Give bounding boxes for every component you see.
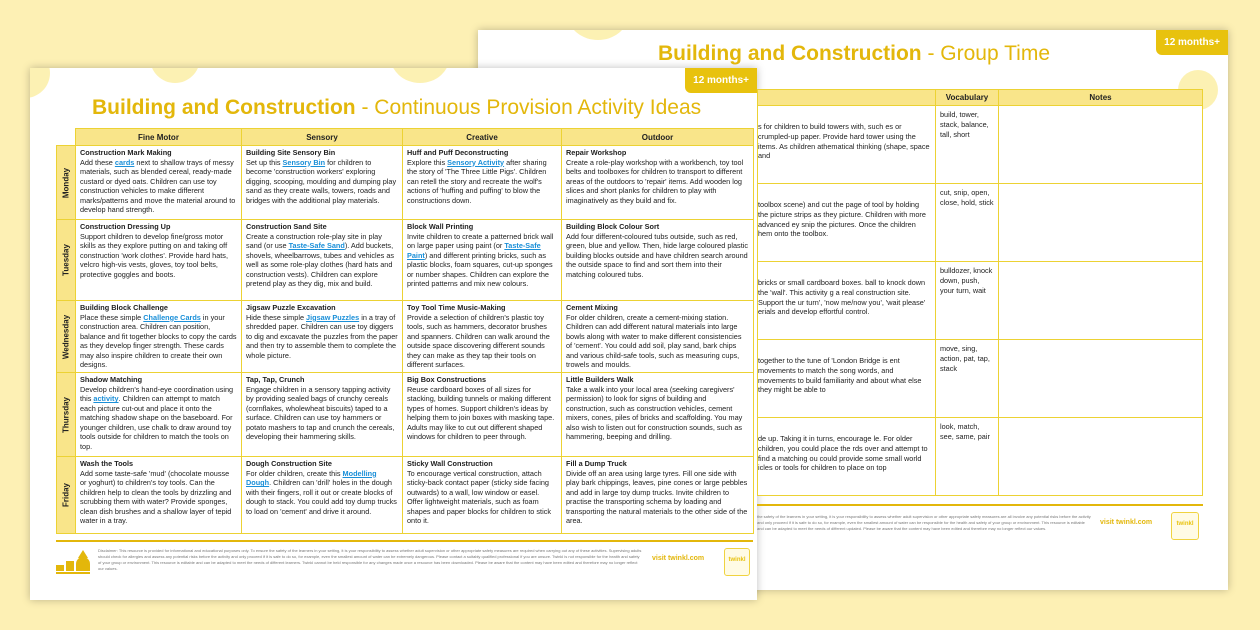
activity-text: Add four different-coloured tubs outside, such as red, green, blue and yellow. Then, hide large coloured plastic building blocks outside and have children search around the outside space to find and sort them into their matching coloured tubs. [566, 231, 749, 279]
notes-cell[interactable] [999, 106, 1202, 183]
activity-text: after sharing the story of 'The Three Little Pigs'. Children can retell the story and recreate the wolf's actions of 'huffing and puffing' to blow the constructions down. [407, 157, 547, 205]
activity-title: Block Wall Printing [407, 222, 474, 231]
resource-link[interactable]: Challenge Cards [143, 312, 201, 322]
activity-text: Add some taste-safe 'mud' (chocolate mousse or yoghurt) to children's toy tools. Can the children help to clean the tools by drizzling and scrubbing them with water? Provide sponges, clean dish brushes and a shallow layer of tepid water in a tray. [80, 468, 232, 526]
table-row [757, 340, 1203, 418]
activity-cell [403, 146, 562, 220]
activity-text: ). Add buckets, shovels, wheelbarrows, tubes and vehicles as well as some role-play clothes (hard hats and construction vests). Children can explore pretend play as they dig, mix and build. [246, 241, 395, 289]
activity-text: Hide these simple [246, 312, 307, 322]
column-header-sensory: Sensory [242, 129, 403, 146]
activity-cell [403, 220, 562, 301]
activity-text: For older children, create this [246, 468, 343, 478]
activity-title: Shadow Matching [80, 375, 143, 384]
age-badge: 12 months+ [685, 68, 757, 93]
page-title: Building and Construction - Continuous Provision Activity Ideas [92, 96, 702, 119]
activity-text: . Children can 'drill' holes in the dough with their fingers, roll it out or create blocks of dough to stack. You could add toy dump trucks to load on 'cement' and drive it around. [246, 478, 397, 516]
table-row-wednesday [57, 301, 754, 373]
table-row [757, 106, 1203, 184]
activity-title: Toy Tool Time Music-Making [407, 303, 506, 312]
activity-text: Invite children to create a patterned brick wall on large paper using paint (or [407, 231, 554, 251]
resource-link[interactable]: Modelling Dough [246, 468, 377, 488]
activity-text: ) and different printing bricks, such as plastic blocks, foam squares, cut-up sponges or number shapes. Children can explore the printed patterns and mix new colours. [407, 250, 553, 289]
activity-text: To encourage vertical construction, attach sticky-back contact paper (sticky side facing outwards) to a wall, low window or easel. Offer lightweight materials, such as foam shapes and paper blocks for children to stick onto it. [407, 468, 551, 526]
notes-cell[interactable] [999, 184, 1202, 261]
vocabulary-text: cut, snip, open, close, hold, stick [936, 184, 999, 261]
twinkl-logo: twinkl [724, 548, 750, 576]
resource-link[interactable]: Sensory Bin [282, 157, 326, 167]
activity-title: Building Block Colour Sort [566, 222, 660, 231]
notes-cell[interactable] [999, 340, 1202, 417]
activity-cell [242, 457, 403, 534]
day-label: Monday [61, 167, 71, 198]
activity-title: Tap, Tap, Crunch [246, 375, 305, 384]
activity-title: Sticky Wall Construction [407, 459, 493, 468]
corner-cell [57, 129, 76, 146]
activity-title: Huff and Puff Deconstructing [407, 148, 509, 157]
column-header-fine-motor: Fine Motor [76, 129, 242, 146]
decorative-circle [150, 68, 200, 83]
resource-link[interactable]: Jigsaw Puzzles [306, 312, 360, 322]
visit-link[interactable]: visit twinkl.com [652, 555, 705, 562]
day-label-cell [57, 373, 76, 457]
day-label: Thursday [61, 396, 71, 433]
activity-title: Repair Workshop [566, 148, 627, 157]
activity-text: For older children, create a cement-mixing station. Children can add different natural materials into large bowls along with water to make different consistencies of 'cement'. You could add soil, play sand, bark chips and various child-safe tools, such as measuring cups, trowels and moulds. [566, 312, 742, 370]
activity-text: toolbox scene) and cut the page of tool by holding the picture strips as they picture. Children with more advanced ey snip the pictures. Once the children hem onto the toolbox. [758, 184, 936, 261]
group-time-table [757, 89, 1203, 496]
activity-text: Take a walk into your local area (seeking caregivers' permission) to look for signs of building and construction, such as construction vehicles, cement mixers, cones, piles of bricks and scaffolding. You may also wish to listen out for construction sounds, such as hammering, beeping and drilling. [566, 384, 743, 442]
age-badge: 12 months+ [1156, 30, 1228, 55]
activity-cell [242, 373, 403, 457]
activity-title: Wash the Tools [80, 459, 134, 468]
activity-cell [403, 457, 562, 534]
activity-title: Construction Sand Site [246, 222, 327, 231]
table-header [757, 89, 1203, 106]
activity-title: Construction Mark Making [80, 148, 172, 157]
activity-text: Set up this [246, 157, 283, 167]
column-header-activity [758, 90, 936, 105]
resource-link[interactable]: Taste-Safe Sand [288, 241, 345, 251]
table-row-friday [57, 457, 754, 534]
activity-text: s for children to build towers with, such es or crumpled-up paper. Provide hard tower using the items. As children athematical thinking (shape, space and [758, 106, 936, 183]
disclaimer: the safety of the learners in your setting, it is your responsibility to assess whether adult supervision or other appropriate safety measures are all involve any potential risks before the activity and only proceed if it is safe to do so, for example, even the smallest amount of water can be responsible for the health and safety of your group or environment. This resource is editable and can be adapted to meet the needs of different updated. Please be aware that the content may have been edited and therefore may no longer reflect our values. [757, 514, 1091, 531]
activity-cell [562, 220, 754, 301]
footer [56, 540, 753, 572]
activity-text: Place these simple [80, 312, 144, 322]
decorative-circle [390, 68, 450, 83]
activity-text: . Children can attempt to match each picture cut-out and place it onto the matching shadow shape on the baseboard. For younger children, use chalk to draw around toy tools outside for children to match the tools on top. [80, 394, 233, 451]
activity-title: Construction Dressing Up [80, 222, 171, 231]
activity-text: in a tray of shredded paper. Children can use toy diggers to dig and excavate the puzzles from the paper and then try to assemble them to complete the whole picture. [246, 312, 398, 360]
day-label-cell [57, 457, 76, 534]
day-label: Tuesday [61, 244, 71, 276]
activity-title: Dough Construction Site [246, 459, 332, 468]
column-header-notes: Notes [1089, 93, 1112, 102]
activity-title: Little Builders Walk [566, 375, 634, 384]
activity-cell [242, 220, 403, 301]
table-row-tuesday [57, 220, 754, 301]
table-row [757, 184, 1203, 262]
activity-cell [562, 146, 754, 220]
activity-title: Cement Mixing [566, 303, 618, 312]
table-row [757, 262, 1203, 340]
disclaimer: Disclaimer: This resource is provided for informational and educational purposes only. To ensure the safety of the learners in your setting, it is your responsibility to assess whether adult supervision or other appropriate safety measures are required when carrying out any of these activities. Supervising adults should check for allergies and assess any potential risks before the activity and only proceed if it is safe to do so, for example, even the smallest amount of water can be extremely dangerous. Please contact a suitably qualified professional if you are unsure. Twinkl is not responsible for the health and safety of your group or environment. This resource is editable and can be adapted to meet the needs of different learners. Twinkl cannot be held responsible for any changes made once a resource has been downloaded. Please be aware that the content may have been edited and therefore may no longer reflect our values. [98, 548, 642, 571]
activity-cell [242, 301, 403, 373]
page-title: Building and Construction - Group Time [658, 42, 1051, 65]
activity-text: in your construction area. Children can position, balance and fit together blocks to copy the cards as they develop finger strength. These cards may also inspire children to create their own designs. [80, 312, 237, 370]
activity-cell [403, 301, 562, 373]
vocabulary-text: build, tower, stack, balance, tall, short [936, 106, 999, 183]
decorative-circle [30, 68, 50, 98]
day-label-cell [57, 220, 76, 301]
activity-cell [562, 373, 754, 457]
day-label: Wednesday [61, 314, 71, 359]
activity-cell [562, 457, 754, 534]
activity-title: Building Site Sensory Bin [246, 148, 336, 157]
activity-cell [76, 220, 242, 301]
continuous-provision-document [30, 68, 757, 600]
notes-cell[interactable] [999, 418, 1202, 495]
activity-text: together to the tune of 'London Bridge is ent movements to match the song words, and movements to build familiarity and about what else they might be able to [758, 340, 936, 417]
activity-text: Divide off an area using large tyres. Fill one side with play bark chippings, leaves, pine cones or large pebbles and add in large toy dump trucks. Invite children to practise the transporting schema by loading and transporting the natural materials to the other side of the area. [566, 468, 748, 526]
visit-link[interactable]: visit twinkl.com [1100, 519, 1153, 526]
notes-cell[interactable] [999, 262, 1202, 339]
activity-text: Create a role-play workshop with a workbench, toy tool belts and toolboxes for children to transport to different areas of the outdoors to 'repair' items. Add wooden log slices and short planks for children to play with imaginatively as they build and fix. [566, 157, 744, 205]
activity-cell [76, 301, 242, 373]
day-label: Friday [61, 482, 71, 508]
activity-text: bricks or small cardboard boxes. ball to knock down the 'wall'. This activity g a real construction site. Support the ur turn', 'now me/now you', 'wait please' erials and develop effortful control. [758, 262, 936, 339]
resource-link[interactable]: cards [114, 157, 135, 167]
activity-table [56, 128, 754, 534]
activity-text: Engage children in a sensory tapping activity by providing sealed bags of crunchy cereals (cornflakes, wholewheat biscuits) taped to a surface. Children can use toy hammers or potato mashers to tap and crunch the cereals, developing their hammering skills. [246, 384, 395, 442]
twinkl-logo: twinkl [1171, 512, 1199, 540]
day-label-cell [57, 146, 76, 220]
decorative-circle [568, 30, 628, 40]
activity-cell [76, 373, 242, 457]
activity-cell [242, 146, 403, 220]
activity-text: de up. Taking it in turns, encourage le. For older children, you could place the rds over and attempt to find a matching ou could provide some small world icles or tools for children to place on top [758, 418, 936, 495]
column-header-vocabulary: Vocabulary [936, 90, 999, 105]
activity-text: Create a construction role-play site in play sand (or use [246, 231, 382, 251]
activity-text: Develop children's hand-eye coordination using this [80, 384, 234, 404]
day-label-cell [57, 301, 76, 373]
column-header-creative: Creative [403, 129, 562, 146]
activity-title: Big Box Constructions [407, 375, 487, 384]
vocabulary-text: move, sing, action, pat, tap, stack [936, 340, 999, 417]
activity-title: Jigsaw Puzzle Excavation [246, 303, 336, 312]
resource-link[interactable]: activity [93, 394, 119, 404]
activity-title: Building Block Challenge [80, 303, 168, 312]
vocabulary-text: bulldozer, knock down, push, your turn, wait [936, 262, 999, 339]
activity-cell [403, 373, 562, 457]
table-row [757, 418, 1203, 496]
activity-cell [562, 301, 754, 373]
table-row-thursday [57, 373, 754, 457]
footer [757, 504, 1203, 532]
column-header-outdoor: Outdoor [562, 129, 754, 146]
table-row-monday [57, 146, 754, 220]
activity-text: Support children to develop fine/gross motor skills as they explore putting on and taking off construction 'work clothes'. Provide hard hats, velcro high-vis vests, gloves, toy tool belts, protective goggles and boots. [80, 231, 228, 279]
activity-text: for children to become 'construction workers' exploring digging, scooping, moulding and dumping play sand as they create walls, towers, roads and bridges with the additional play materials. [246, 157, 397, 205]
resource-link[interactable]: Sensory Activity [447, 157, 505, 167]
activity-cell [76, 457, 242, 534]
activity-title: Fill a Dump Truck [566, 459, 627, 468]
activity-text: next to shallow trays of messy materials, such as blended cereal, ready-made custard or dyed oats. Children can use toy construction vehicles to make different marks/patterns and move the material around to develop hand strength. [80, 157, 236, 215]
vocabulary-text: look, match, see, same, pair [936, 418, 999, 495]
activity-text: Provide a selection of children's plastic toy tools, such as hammers, decorator brushes and spanners. Children can walk around the outside space discovering different sounds they can make as they tap their tools on different surfaces. [407, 312, 550, 370]
activity-text: Add these [80, 157, 115, 167]
building-blocks-icon [56, 550, 90, 574]
activity-cell [76, 146, 242, 220]
activity-text: Explore this [407, 157, 448, 167]
activity-text: Reuse cardboard boxes of all sizes for stacking, building tunnels or making different types of homes. Support children's ideas by helping them to join boxes with masking tape. Adults may like to cut out different shaped windows for children to peer through. [407, 384, 555, 442]
resource-link[interactable]: Taste-Safe Paint [407, 241, 541, 260]
